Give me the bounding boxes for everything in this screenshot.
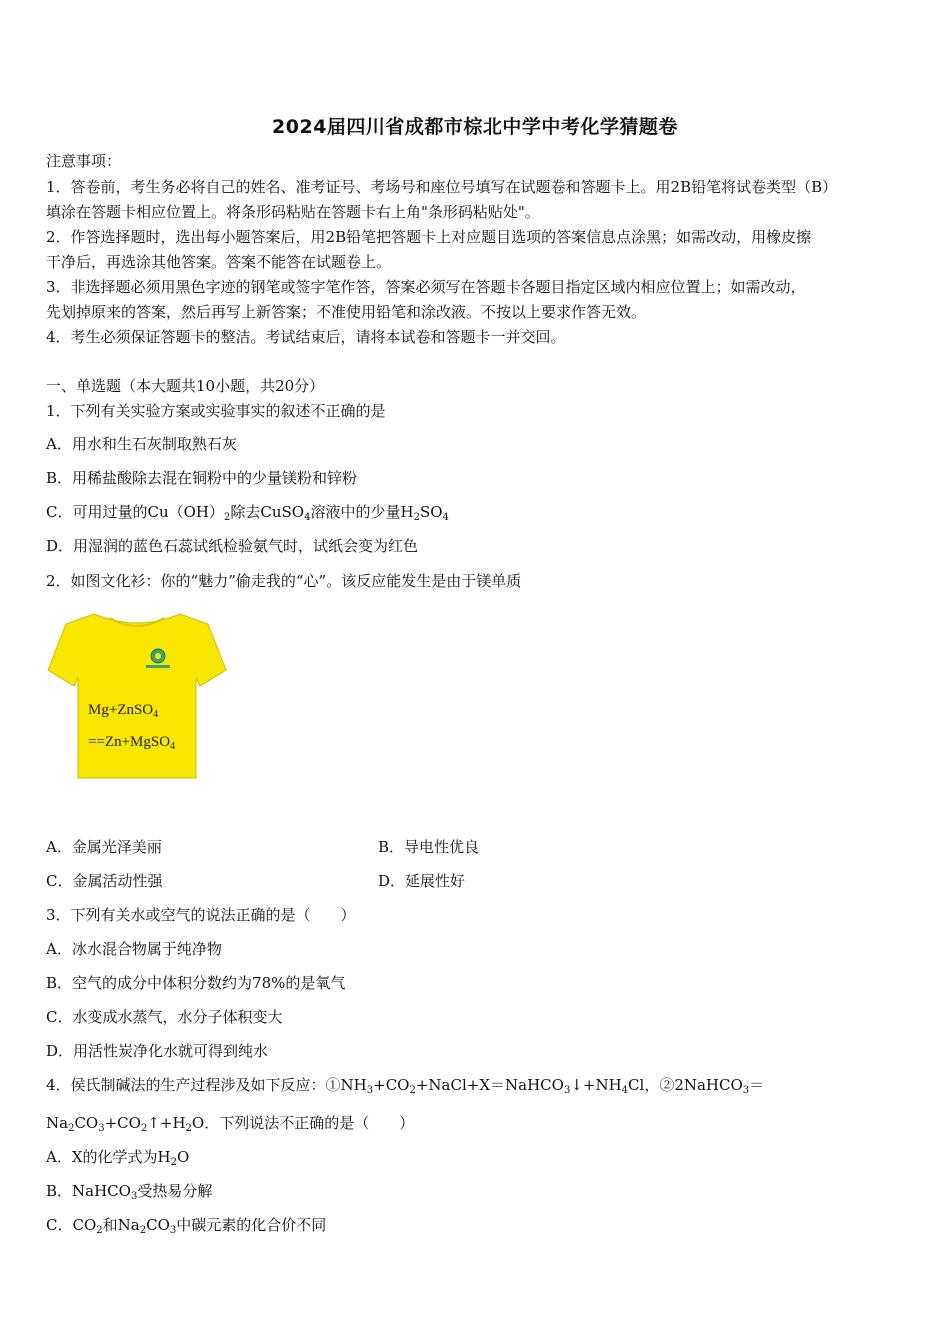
notice-line-4: 干净后，再选涂其他答案。答案不能答在试题卷上。 <box>46 253 392 271</box>
notice-line-1: 1．答卷前，考生务必将自己的姓名、准考证号、考场号和座位号填写在试题卷和答题卡上。用2B铅笔将试卷类型（B） <box>46 178 838 196</box>
t-shirt-image <box>46 608 228 784</box>
notice-line-7: 4．考生必须保证答题卡的整洁。考试结束后，请将本试卷和答题卡一并交回。 <box>46 328 566 346</box>
q2-option-a: A．金属光泽美丽 <box>46 838 162 856</box>
q2-option-b: B．导电性优良 <box>378 838 480 856</box>
notice-heading: 注意事项： <box>46 152 122 170</box>
q1-option-c: C．可用过量的$Cu(OH)_2$除去CuSO$_4$溶液中的少量$H_2SO_4$ <box>46 503 449 523</box>
q4-stem-line-2: $Na_2CO_3+CO_2↑+H_2O$．下列说法不正确的是（ ） <box>46 1114 415 1134</box>
q1-stem: 1．下列有关实验方案或实验事实的叙述不正确的是 <box>46 402 386 420</box>
q3-option-c: C．水变成水蒸气，水分子体积变大 <box>46 1008 283 1026</box>
q1-option-a: A．用水和生石灰制取熟石灰 <box>46 435 237 453</box>
q1-option-d: D．用湿润的蓝色石蕊试纸检验氨气时，试纸会变为红色 <box>46 537 419 555</box>
notice-line-6: 先划掉原来的答案，然后再写上新答案；不准使用铅笔和涂改液。不按以上要求作答无效。 <box>46 303 647 321</box>
shirt-equation-line-2: ==Zn+MgSO$_4$ <box>88 734 176 752</box>
notice-line-2: 填涂在答题卡相应位置上。将条形码粘贴在答题卡右上角"条形码粘贴处"。 <box>46 203 540 221</box>
q2-stem: 2．如图文化衫：你的“魅力”偷走我的“心”。该反应能发生是由于镁单质 <box>46 572 522 590</box>
q2-option-c: C．金属活动性强 <box>46 872 163 890</box>
notice-line-3: 2．作答选择题时，选出每小题答案后，用2B铅笔把答题卡上对应题目选项的答案信息点涂黑；如需改动，用橡皮擦 <box>46 228 812 246</box>
q1-option-b: B．用稀盐酸除去混在铜粉中的少量镁粉和锌粉 <box>46 469 358 487</box>
q4-option-c: C．$CO_2$和$Na_2CO_3$中碳元素的化合价不同 <box>46 1216 327 1236</box>
t-shirt-shape <box>48 614 226 778</box>
q3-option-d: D．用活性炭净化水就可得到纯水 <box>46 1042 269 1060</box>
section-heading: 一、单选题（本大题共10小题，共20分） <box>46 377 325 395</box>
shirt-equation-line-1: Mg+ZnSO$_4$ <box>88 702 159 720</box>
q2-option-d: D．延展性好 <box>378 872 466 890</box>
q4-option-b: B．NaHCO$_3$受热易分解 <box>46 1182 213 1202</box>
page-title: 2024届四川省成都市棕北中学中考化学猜题卷 <box>272 116 678 138</box>
q3-option-b: B．空气的成分中体积分数约为78%的是氧气 <box>46 974 346 992</box>
q3-stem: 3．下列有关水或空气的说法正确的是（ ） <box>46 906 356 924</box>
q4-stem-line-1: 4．侯氏制碱法的生产过程涉及如下反应：$①NH_3+CO_2+NaCl+X=NaHCO_3↓+NH_4Cl$，②2NaHCO$_3$＝ <box>46 1076 765 1096</box>
notice-line-5: 3．非选择题必须用黑色字迹的钢笔或签字笔作答，答案必须写在答题卡各题目指定区域内相应位置上；如需改动， <box>46 278 806 296</box>
q4-option-a: A．X的化学式为$H_2O$ <box>46 1148 190 1168</box>
q3-option-a: A．冰水混合物属于纯净物 <box>46 940 222 958</box>
